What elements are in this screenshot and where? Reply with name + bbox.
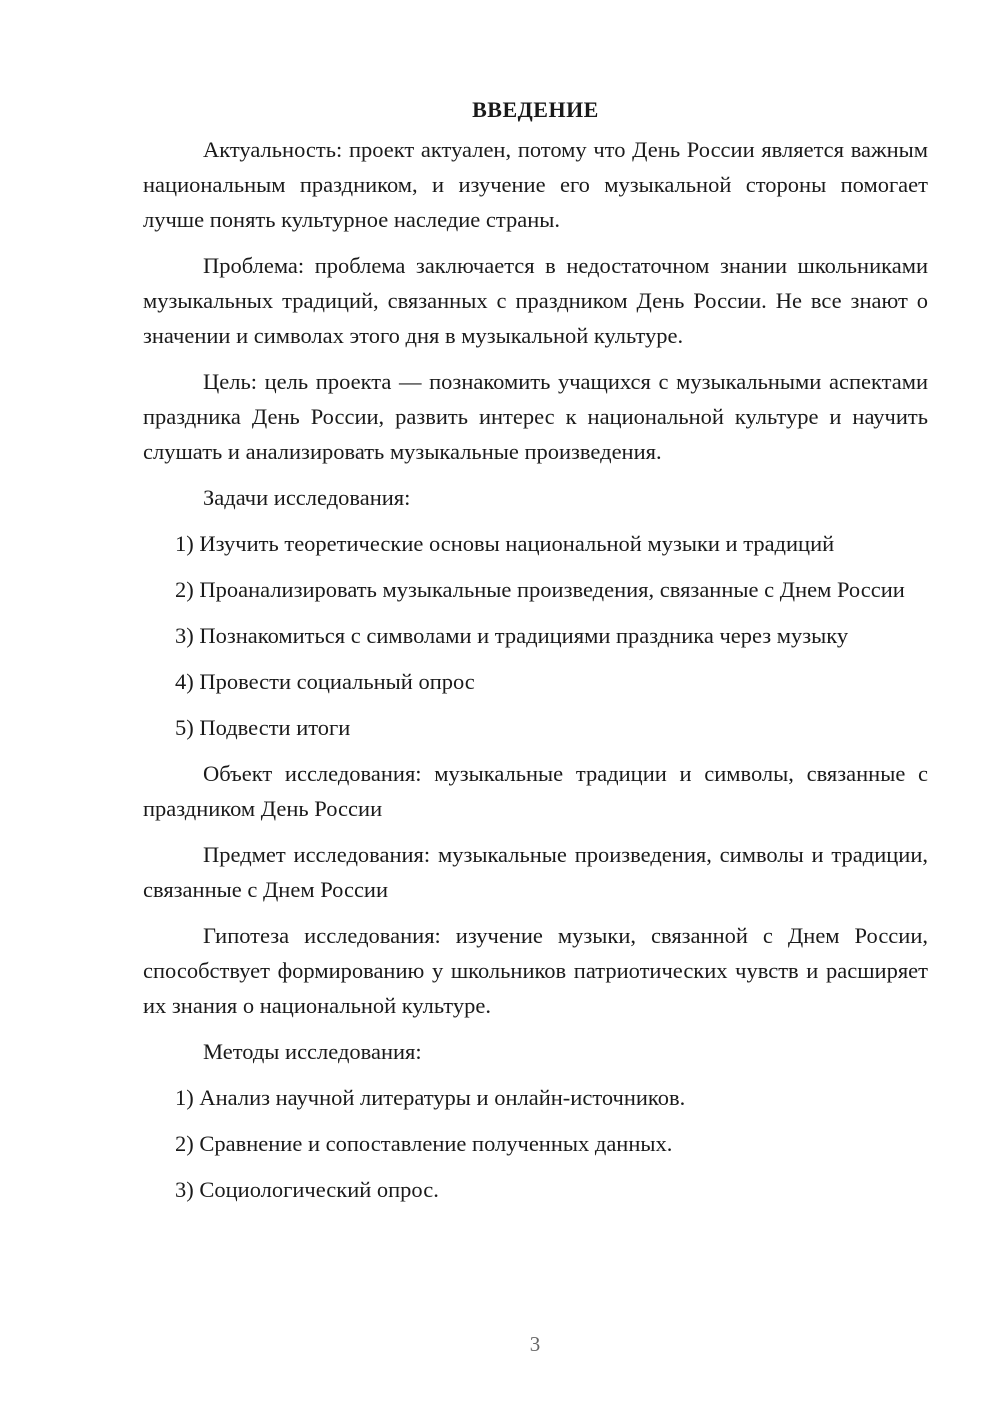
page-number: 3 xyxy=(529,1332,541,1356)
page-content xyxy=(143,92,928,1218)
task-item-2: 2) Проанализировать музыкальные произведения, связанные с Днем России xyxy=(175,577,905,602)
method-item-3: 3) Социологический опрос. xyxy=(175,1177,439,1202)
task-item-5: 5) Подвести итоги xyxy=(175,715,351,740)
subject-paragraph: Предмет исследования: музыкальные произведения, символы и традиции, связанные с Днем России xyxy=(143,842,928,902)
method-item-1: 1) Анализ научной литературы и онлайн-источников. xyxy=(175,1085,686,1110)
object-paragraph: Объект исследования: музыкальные традиции и символы, связанные с праздником День России xyxy=(143,761,928,821)
tasks-heading: Задачи исследования: xyxy=(203,485,411,510)
task-item-4: 4) Провести социальный опрос xyxy=(175,669,475,694)
task-item-3: 3) Познакомиться с символами и традициями праздника через музыку xyxy=(175,623,849,648)
method-item-2: 2) Сравнение и сопоставление полученных данных. xyxy=(175,1131,673,1156)
problem-paragraph: Проблема: проблема заключается в недостаточном знании школьниками музыкальных традиций, связанных с праздником День России. Не все знают о значении и символах этого дня в музыкальной культуре. xyxy=(143,253,928,348)
goal-paragraph: Цель: цель проекта — познакомить учащихся с музыкальными аспектами праздника День России, развить интерес к национальной культуре и научить слушать и анализировать музыкальные произведения. xyxy=(143,369,928,464)
task-item-1: 1) Изучить теоретические основы национальной музыки и традиций xyxy=(175,531,835,556)
methods-heading: Методы исследования: xyxy=(203,1039,422,1064)
relevance-paragraph: Актуальность: проект актуален, потому что День России является важным национальным праздником, и изучение его музыкальной стороны помогает лучше понять культурное наследие страны. xyxy=(143,137,928,232)
section-title: ВВЕДЕНИЕ xyxy=(472,97,599,122)
hypothesis-paragraph: Гипотеза исследования: изучение музыки, связанной с Днем России, способствует формированию у школьников патриотических чувств и расширяет их знания о национальной культуре. xyxy=(143,923,928,1018)
